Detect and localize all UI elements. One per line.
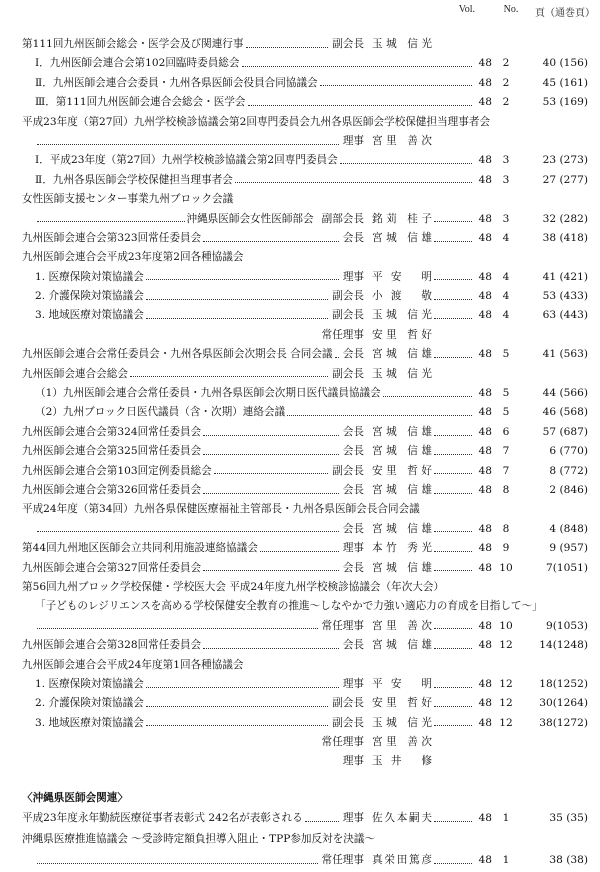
vol-number: 48 — [478, 464, 492, 477]
toc-row — [0, 423, 588, 442]
entry-title: Ⅱ．九州各県医師会学校保健担当理事者会 — [35, 173, 233, 186]
author-name: 安里 哲好 — [372, 697, 432, 710]
entry-title: 第111回九州医師会総会・医学会及び関連行事 — [22, 38, 244, 50]
author-name: 銘苅 桂子 — [372, 212, 432, 225]
page-number: 40 (156) — [542, 57, 588, 70]
issue-number: 6 — [502, 425, 510, 438]
issue-number: 5 — [502, 348, 510, 361]
page-number: 30(1264) — [539, 697, 588, 710]
toc-row — [0, 384, 588, 403]
toc-row — [0, 403, 588, 422]
leader-dots — [434, 628, 472, 629]
author-name: 平安 明 — [372, 677, 432, 690]
leader-dots — [320, 85, 472, 86]
page-number: 2 (846) — [549, 483, 588, 496]
entry-title: 九州医師会連合会第327回常任委員会 — [22, 561, 202, 574]
toc-row — [0, 210, 588, 229]
leader-dots — [340, 163, 472, 164]
entry-title: 女性医師支援センター事業九州ブロック会議 — [22, 193, 234, 206]
entry-title: 九州医師会連合会総会 — [22, 367, 128, 380]
leader-dots — [260, 551, 339, 552]
author-name: 宮里 善次 — [372, 134, 432, 147]
author-name: 安里 哲好 — [372, 464, 432, 477]
page-number: 35 (35) — [549, 812, 588, 824]
page-number: 23 (273) — [542, 154, 588, 167]
issue-number: 12 — [499, 716, 513, 729]
entry-title: Ⅰ．平成23年度（第27回）九州学校検診協議会第2回専門委員会 — [35, 154, 338, 167]
leader-dots — [203, 454, 339, 455]
leader-dots — [434, 551, 472, 552]
author-role: 常任理事 — [321, 328, 364, 341]
toc-row — [0, 462, 588, 481]
leader-dots — [434, 570, 472, 571]
entry-title: 九州医師会連合会第323回常任委員会 — [22, 231, 202, 244]
author-role: 理事 — [342, 542, 364, 555]
entry-title: 1. 医療保険対策協議会 — [35, 677, 144, 690]
leader-dots — [146, 725, 328, 726]
vol-number: 48 — [478, 483, 492, 496]
leader-dots — [434, 648, 472, 649]
entry-title: 九州医師会連合会第326回常任委員会 — [22, 483, 202, 496]
toc-row — [0, 248, 588, 267]
page-number: 45 (161) — [542, 76, 588, 89]
entry-title: 平成23年度（第27回）九州学校検診協議会第2回専門委員会九州各県医師会学校保健担当理事者会 — [22, 115, 491, 128]
vol-number: 48 — [478, 812, 492, 824]
page-header: 頁（通巻頁） — [535, 8, 595, 19]
issue-number: 3 — [502, 212, 510, 225]
vol-number: 48 — [478, 387, 492, 400]
author-role: 副会長 — [332, 367, 364, 380]
issue-number: 3 — [502, 173, 510, 186]
entry-title: 九州医師会連合会第328回常任委員会 — [22, 639, 202, 652]
author-role: 副会長 — [332, 290, 364, 303]
author-name: 本竹 秀光 — [372, 542, 432, 555]
toc-row — [0, 578, 588, 597]
leader-dots — [434, 357, 472, 358]
author-role: 常任理事 — [321, 619, 364, 632]
entry-title: 平成23年度永年勤続医療従事者表彰式 242名が表彰される — [22, 812, 303, 824]
leader-dots — [434, 279, 472, 280]
vol-number: 48 — [478, 425, 492, 438]
page-number: 14(1248) — [539, 639, 588, 652]
issue-number: 4 — [502, 270, 510, 283]
page-number: 9 (957) — [549, 542, 588, 555]
entry-title: （1）九州医師会連合会常任委員・九州各県医師会次期日医代議員協議会 — [35, 387, 381, 400]
vol-number: 48 — [478, 561, 492, 574]
page-number: 8 (772) — [549, 464, 588, 477]
author-role: 副会長 — [332, 716, 364, 729]
page-number: 9(1053) — [546, 619, 588, 632]
toc-row — [0, 74, 588, 93]
leader-dots — [37, 221, 185, 222]
leader-dots — [335, 357, 339, 358]
toc-row — [0, 752, 588, 771]
vol-number: 48 — [478, 212, 492, 225]
leader-dots — [203, 435, 339, 436]
author-role: 会長 — [342, 483, 364, 496]
page-number: 38(1272) — [539, 716, 588, 729]
leader-dots — [383, 396, 472, 397]
entry-title: 九州医師会連合会平成23年度第2回各種協議会 — [22, 251, 244, 264]
author-role: 常任理事 — [321, 736, 364, 749]
vol-number: 48 — [478, 697, 492, 710]
leader-dots — [130, 376, 328, 377]
issue-number: 12 — [499, 697, 513, 710]
entry-title: 3. 地域医療対策協議会 — [35, 716, 144, 729]
toc-row — [0, 229, 588, 248]
leader-dots — [434, 376, 472, 377]
issue-number: 7 — [502, 464, 510, 477]
page-number: 46 (568) — [542, 406, 588, 419]
toc-row — [0, 714, 588, 733]
leader-dots — [434, 863, 472, 864]
entry-title: 九州医師会連合会平成24年度第1回各種協議会 — [22, 658, 244, 671]
vol-number: 48 — [478, 406, 492, 419]
author-name: 宮城 信雄 — [372, 522, 432, 535]
toc-row — [0, 35, 588, 54]
vol-number: 48 — [478, 57, 492, 70]
leader-dots — [203, 648, 339, 649]
author-role: 会長 — [342, 639, 364, 652]
page-number: 53 (433) — [542, 290, 588, 303]
leader-dots — [248, 105, 472, 106]
okinawa-section — [0, 789, 600, 871]
leader-dots — [434, 493, 472, 494]
leader-dots — [24, 338, 318, 339]
vol-number: 48 — [478, 677, 492, 690]
author-name: 玉城 信光 — [372, 716, 432, 729]
author-name: 宮城 信雄 — [372, 348, 432, 361]
vol-number: 48 — [478, 542, 492, 555]
author-name: 玉城 信光 — [372, 38, 432, 50]
toc-row — [0, 481, 588, 500]
issue-number: 7 — [502, 445, 510, 458]
page-number: 44 (566) — [542, 387, 588, 400]
author-role: 理事 — [342, 270, 364, 283]
author-name: 玉城 信光 — [372, 367, 432, 380]
page-number: 27 (277) — [542, 173, 588, 186]
page-number: 4 (848) — [549, 522, 588, 535]
author-name: 真栄田篤彦 — [372, 854, 432, 866]
leader-dots — [434, 725, 472, 726]
entry-title: （2）九州ブロック日医代議員（含・次期）連絡会議 — [35, 406, 286, 419]
page-number: 53 (169) — [542, 96, 588, 109]
author-role: 副会長 — [332, 464, 364, 477]
author-role: 副会長 — [332, 309, 364, 322]
issue-number: 3 — [502, 154, 510, 167]
author-name: 玉井 修 — [372, 755, 432, 768]
entry-title: 九州医師会連合会第103回定例委員総会 — [22, 464, 212, 477]
leader-dots — [434, 241, 472, 242]
toc-row — [0, 190, 588, 209]
entry-title: Ⅲ．第111回九州医師会連合会総会・医学会 — [35, 96, 246, 109]
author-role: 常任理事 — [321, 854, 364, 866]
toc-row — [0, 268, 588, 287]
leader-dots — [434, 821, 472, 822]
leader-dots — [434, 338, 472, 339]
toc-row — [0, 442, 588, 461]
leader-dots — [246, 47, 329, 48]
author-role: 会長 — [342, 522, 364, 535]
vol-number: 48 — [478, 154, 492, 167]
toc-row — [0, 171, 588, 190]
entry-title: 平成24年度（第34回）九州各県保健医療福祉主管部長・九州各県医師会長合同会議 — [22, 503, 420, 516]
entry-title: 2. 介護保険対策協議会 — [35, 697, 144, 710]
organization-name: 沖縄県医師会女性医師部会 — [186, 212, 314, 225]
author-role: 理事 — [342, 677, 364, 690]
toc-row — [0, 365, 588, 384]
entry-title: 2. 介護保険対策協議会 — [35, 290, 144, 303]
leader-dots — [434, 531, 472, 532]
leader-dots — [287, 415, 472, 416]
page-number: 18(1252) — [539, 677, 588, 690]
leader-dots — [24, 745, 318, 746]
entry-title: 九州医師会連合会常任委員会・九州各県医師会次期会長 合同会議 — [22, 348, 333, 361]
page-number: 38 (38) — [549, 854, 588, 866]
author-name: 宮城 信雄 — [372, 445, 432, 458]
entry-title: Ⅱ．九州医師会連合会委員・九州各県医師会役員合同協議会 — [35, 76, 318, 89]
author-role: 理事 — [342, 134, 364, 147]
issue-number: 10 — [499, 561, 513, 574]
author-role: 理事 — [342, 812, 364, 824]
leader-dots — [37, 531, 339, 532]
toc-row — [0, 636, 588, 655]
author-name: 宮里 善次 — [372, 736, 432, 749]
entry-title: 3. 地域医療対策協議会 — [35, 309, 144, 322]
leader-dots — [434, 764, 472, 765]
vol-number: 48 — [478, 96, 492, 109]
entry-title: Ⅰ．九州医師会連合会第102回臨時委員総会 — [35, 57, 240, 70]
issue-number: 2 — [502, 76, 510, 89]
toc-row — [0, 559, 588, 578]
page-number: 41 (421) — [542, 270, 588, 283]
issue-number: 2 — [502, 57, 510, 70]
leader-dots — [434, 473, 472, 474]
author-role: 会長 — [342, 561, 364, 574]
vol-number: 48 — [478, 173, 492, 186]
leader-dots — [37, 863, 318, 864]
toc-row — [0, 54, 588, 73]
issue-number: 5 — [502, 406, 510, 419]
author-name: 宮城 信雄 — [372, 425, 432, 438]
vol-number: 48 — [478, 290, 492, 303]
toc-row — [0, 850, 588, 871]
author-name: 安里 哲好 — [372, 328, 432, 341]
leader-dots — [146, 687, 339, 688]
leader-dots — [146, 318, 328, 319]
section-title: 〈沖縄県医師会関連〉 — [22, 792, 128, 804]
leader-dots — [24, 764, 339, 765]
author-name: 宮里 善次 — [372, 619, 432, 632]
vol-header: Vol. — [458, 4, 475, 15]
entry-title: 第44回九州地区医師会立共同利用施設連絡協議会 — [22, 542, 258, 555]
leader-dots — [434, 745, 472, 746]
author-role: 副部会長 — [321, 212, 364, 225]
entry-title: 沖縄県医療推進協議会 ～受診時定額負担導入阻止・TPP参加反対を決議～ — [22, 833, 376, 845]
leader-dots — [203, 241, 339, 242]
toc-row — [0, 500, 588, 519]
page-number: 38 (418) — [542, 231, 588, 244]
leader-dots — [434, 47, 472, 48]
toc-row — [0, 539, 588, 558]
vol-number: 48 — [478, 716, 492, 729]
leader-dots — [235, 182, 472, 183]
leader-dots — [434, 435, 472, 436]
vol-number: 48 — [478, 639, 492, 652]
leader-dots — [434, 454, 472, 455]
author-role: 会長 — [342, 231, 364, 244]
author-name: 小渡 敬 — [372, 290, 432, 303]
leader-dots — [305, 821, 339, 822]
author-role: 副会長 — [332, 38, 364, 50]
vol-number: 48 — [478, 348, 492, 361]
entry-title: 九州医師会連合会第324回常任委員会 — [22, 425, 202, 438]
page-number: 7(1051) — [546, 561, 588, 574]
author-name: 玉城 信光 — [372, 309, 432, 322]
leader-dots — [214, 473, 329, 474]
issue-number: 4 — [502, 290, 510, 303]
leader-dots — [242, 66, 473, 67]
vol-number: 48 — [478, 445, 492, 458]
page-number: 41 (563) — [542, 348, 588, 361]
vol-number: 48 — [478, 76, 492, 89]
toc-row — [0, 617, 588, 636]
leader-dots — [434, 706, 472, 707]
toc-row — [0, 306, 588, 325]
author-role: 副会長 — [332, 697, 364, 710]
author-name: 宮城 信雄 — [372, 483, 432, 496]
author-role: 会長 — [342, 348, 364, 361]
leader-dots — [434, 144, 472, 145]
leader-dots — [203, 493, 339, 494]
entry-title: 九州医師会連合会第325回常任委員会 — [22, 445, 202, 458]
issue-number: 8 — [502, 483, 510, 496]
toc-row — [0, 597, 588, 616]
page-number: 32 (282) — [542, 212, 588, 225]
toc-row — [0, 733, 588, 752]
author-role: 会長 — [342, 445, 364, 458]
toc-list — [0, 35, 600, 772]
issue-number: 9 — [502, 542, 510, 555]
leader-dots — [37, 144, 339, 145]
author-name: 佐久本嗣夫 — [372, 812, 432, 824]
issue-number: 12 — [499, 639, 513, 652]
leader-dots — [146, 706, 328, 707]
vol-number: 48 — [478, 309, 492, 322]
leader-dots — [37, 628, 318, 629]
leader-dots — [203, 570, 339, 571]
vol-number: 48 — [478, 231, 492, 244]
vol-number: 48 — [478, 270, 492, 283]
toc-row — [0, 132, 588, 151]
toc-row — [0, 287, 588, 306]
entry-title: 「子どものレジリエンスを高める学校保健安全教育の推進～しなやかで力強い適応力の育成を目指して～」 — [35, 600, 543, 613]
okinawa-list — [0, 808, 600, 871]
issue-number: 4 — [502, 231, 510, 244]
toc-row — [0, 829, 588, 850]
leader-dots — [434, 318, 472, 319]
author-role: 理事 — [342, 755, 364, 768]
author-role: 会長 — [342, 425, 364, 438]
toc-row — [0, 656, 588, 675]
issue-number: 2 — [502, 96, 510, 109]
entry-title: 第56回九州ブロック学校保健・学校医大会 平成24年度九州学校検診協議会（年次大会） — [22, 580, 445, 593]
toc-row — [0, 113, 588, 132]
page-number: 6 (770) — [549, 445, 588, 458]
no-header: No. — [503, 4, 519, 15]
toc-row — [0, 675, 588, 694]
author-name: 宮城 信雄 — [372, 561, 432, 574]
issue-number: 12 — [499, 677, 513, 690]
leader-dots — [434, 221, 472, 222]
toc-row — [0, 93, 588, 112]
issue-number: 1 — [502, 812, 510, 824]
author-name: 宮城 信雄 — [372, 231, 432, 244]
toc-row — [0, 151, 588, 170]
issue-number: 1 — [502, 854, 510, 866]
toc-row — [0, 520, 588, 539]
author-name: 平安 明 — [372, 270, 432, 283]
leader-dots — [434, 299, 472, 300]
issue-number: 4 — [502, 309, 510, 322]
author-name: 宮城 信雄 — [372, 639, 432, 652]
issue-number: 8 — [502, 522, 510, 535]
toc-row — [0, 694, 588, 713]
toc-row — [0, 808, 588, 829]
toc-row — [0, 326, 588, 345]
leader-dots — [434, 687, 472, 688]
vol-number: 48 — [478, 854, 492, 866]
issue-number: 5 — [502, 387, 510, 400]
entry-title: 1. 医療保険対策協議会 — [35, 270, 144, 283]
toc-row — [0, 345, 588, 364]
leader-dots — [146, 299, 328, 300]
issue-number: 10 — [499, 619, 513, 632]
page-number: 63 (443) — [542, 309, 588, 322]
vol-number: 48 — [478, 619, 492, 632]
vol-number: 48 — [478, 522, 492, 535]
leader-dots — [146, 279, 339, 280]
page-number: 57 (687) — [542, 425, 588, 438]
